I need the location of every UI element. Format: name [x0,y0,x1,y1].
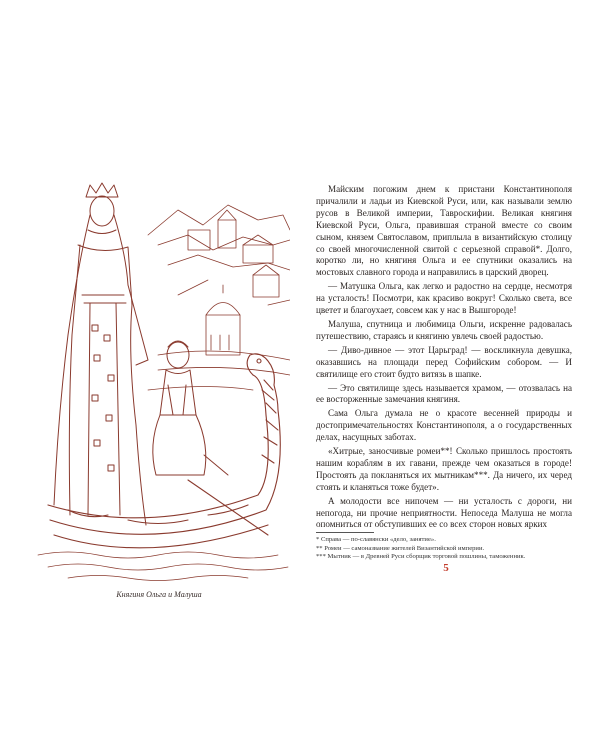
footnote: * Справа — по-славянски «дело, занятие». [316,536,436,543]
paragraph: Малуша, спутница и любимица Ольги, искренне радовалась путешествию, стараясь и княгиню увлечь своей радостью. [316,318,572,341]
footnote-divider [316,532,374,533]
figure-olga [54,183,148,525]
paragraph: Сама Ольга думала не о красоте весенней природы и достопримечательностях Константинополя, а о государственных делах, насущных заботах. [316,408,572,443]
paragraph: — Это святилище здесь называется храмом, — отозвалась на ее восторженные замечания княгиня. [316,382,572,405]
paragraph: А молодости все нипочем — ни усталость с дороги, ни непогода, ни прочие неприятности. Непоседа Малуша не могла опомниться от обступивших ее со всех сторон новых ярких [316,495,572,530]
figure-malusha [153,341,228,475]
footnote: ** Ромеи — самоназвание жителей Византийской империи. [316,544,485,552]
footnote: *** Мытник — в Древней Руси сборщик торговой пошлины, таможенник. [316,553,526,561]
illustration-caption: Княгиня Ольга и Малуша [116,590,202,599]
body-text [316,184,572,531]
paragraph: Майским погожим днем к пристани Константинополя причалили и ладьи из Киевской Руси, или, как называли землю русов в Великой империи, Тавроскифии. Великая княгиня Киевской Руси, Ольга, правившая страной вместе со своим сыном, князем Святославом, приплыла в византийскую столицу со своей многочисленной свитой с серьезной справой*. Долго, коротко ли, но княгиня Ольга и ее спутники оказались на мостовых славного города и направились в царский дворец. [316,184,572,278]
illustration-olga-and-malusha [28,175,290,585]
water [38,552,288,581]
paragraph: — Матушка Ольга, как легко и радостно на сердце, несмотря на усталость! Посмотри, как красиво вокруг! Сколько света, все цветет и благоухает, совсем как у нас в Вышгороде! [316,281,572,316]
page-number: 5 [443,562,449,574]
footnotes [316,536,586,562]
paragraph: — Диво-дивное — этот Царьград! — воскликнула девушка, оказавшись на площади перед Софийским собором. — И святилище его стоит будто витязь в шапке. [316,344,572,379]
paragraph: «Хитрые, заносчивые ромеи**! Сколько пришлось простоять нашим кораблям в их гавани, прежде чем оказаться в городе! Простоять да покланяться их мытникам***. Да ничего, их черед стоять и кланяться тоже будет». [316,446,572,492]
